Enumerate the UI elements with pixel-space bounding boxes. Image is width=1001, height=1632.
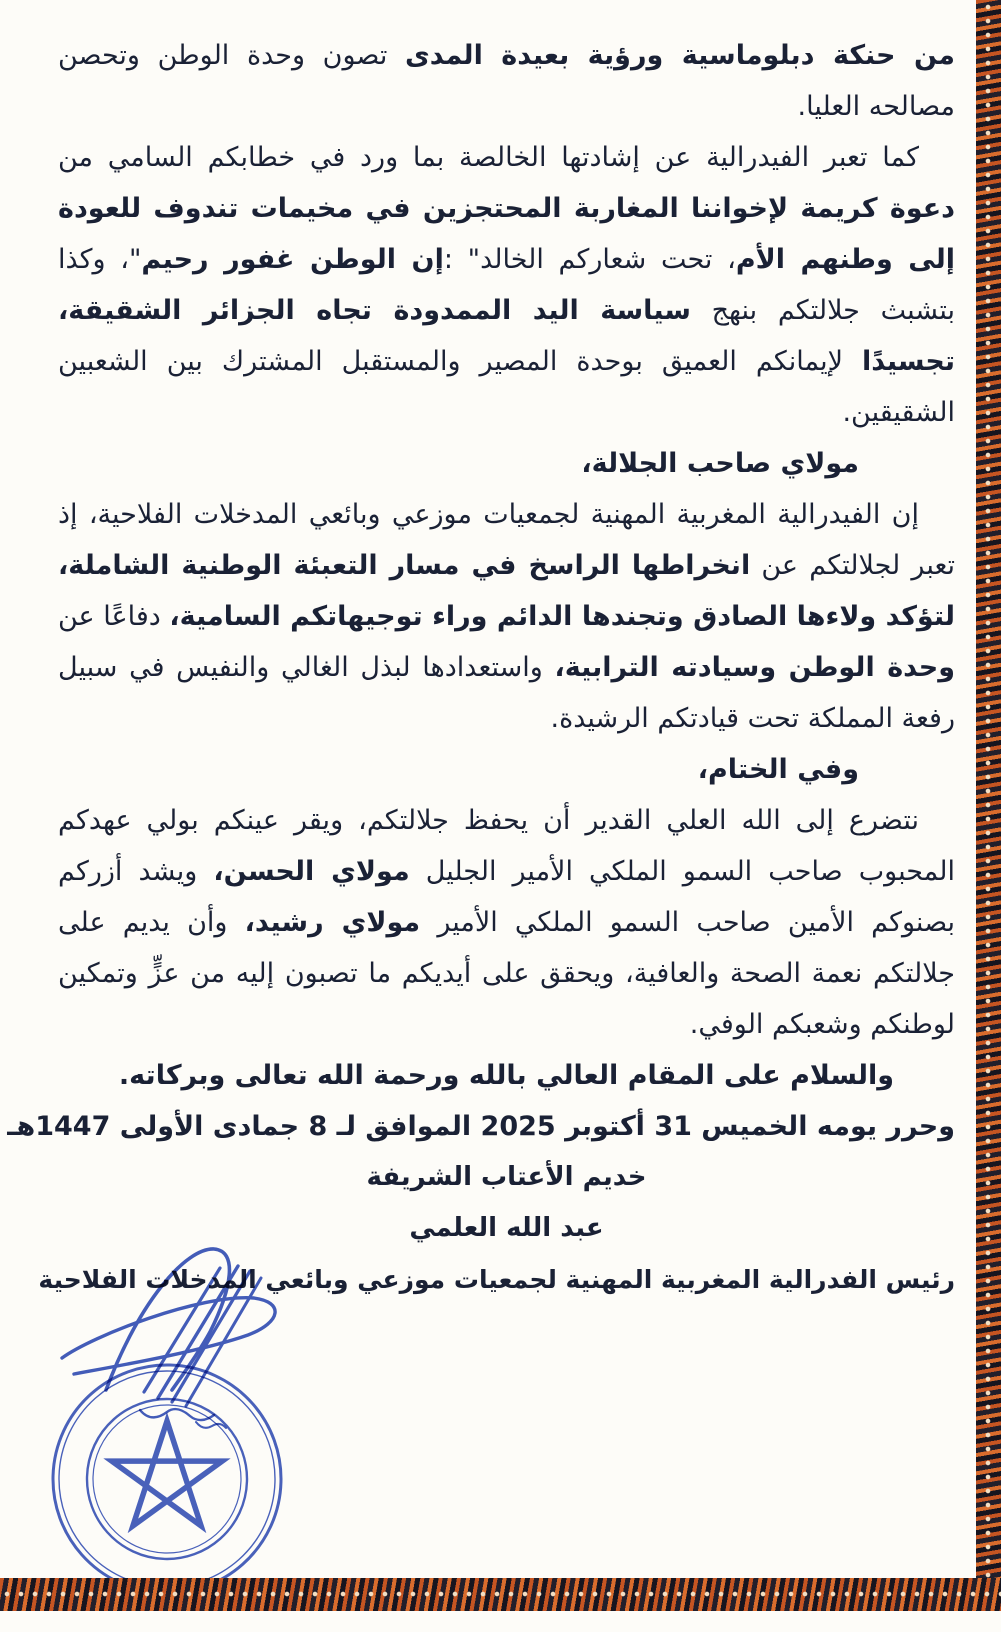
letter-content: [0, 30, 1001, 1305]
date-line: وحرر يومه الخميس 31 أكتوبر 2025 الموافق لـ 8 جمادى الأولى 1447هـ: [7, 1111, 955, 1142]
signatory-name: عبد الله العلمي: [409, 1213, 604, 1243]
body-paragraph: من حنكة دبلوماسية ورؤية بعيدة المدى تصون وحدة الوطن وتحصن مصالحه العليا.: [58, 40, 955, 122]
heading: مولاي صاحب الجلالة،: [581, 448, 859, 479]
closing-title: خديم الأعتاب الشريفة: [366, 1162, 647, 1192]
body-paragraph: إن الفيدرالية المغربية المهنية لجمعيات موزعي وبائعي المدخلات الفلاحية، إذ تعبر لجلالتكم عن انخراطها الراسخ في مسار التعبئة الوطنية الشاملة، لتؤكد ولاءها الصادق وتجندها الدائم وراء توجيهاتكم السامية، دفاعًا عن وحدة الوطن وسيادته الترابية، واستعدادها لبذل الغالي والنفيس في سبيل رفعة المملكة تحت قيادتكم الرشيدة.: [58, 499, 956, 734]
letter-body: [58, 30, 955, 1101]
pentagram-star-icon: [112, 1421, 222, 1526]
body-paragraph: كما تعبر الفيدرالية عن إشادتها الخالصة بما ورد في خطابكم السامي من دعوة كريمة لإخواننا المغاربة المحتجزين في مخيمات تندوف للعودة إلى وطنهم الأم، تحت شعاركم الخالد" :إن الوطن غفور رحيم"، وكذا بتشبث جلالتكم بنهج سياسة اليد الممدودة تجاه الجزائر الشقيقة، تجسيدًا لإيمانكم العميق بوحدة المصير والمستقبل المشترك بين الشعبين الشقيقين.: [58, 142, 955, 428]
signatory-role: رئيس الفدرالية المغربية المهنية لجمعيات موزعي وبائعي المدخلات الفلاحية: [38, 1265, 955, 1294]
decorative-border-right: [976, 0, 1001, 1610]
heading: وفي الختام،: [697, 754, 859, 785]
body-paragraph: نتضرع إلى الله العلي القدير أن يحفظ جلالتكم، ويقر عينكم بولي عهدكم المحبوب صاحب السمو الملكي الأمير الجليل مولاي الحسن، ويشد أزركم بصنوكم الأمين صاحب السمو الملكي الأمير مولاي رشيد، وأن يديم على جلالتكم نعمة الصحة والعافية، ويحقق على أيديكم ما تصبون إليه من عزٍّ وتمكين لوطنكم وشعبكم الوفي.: [58, 805, 956, 1040]
decorative-border-bottom: [0, 1578, 1001, 1611]
salutation: والسلام على المقام العالي بالله ورحمة الله تعالى وبركاته.: [118, 1060, 895, 1091]
